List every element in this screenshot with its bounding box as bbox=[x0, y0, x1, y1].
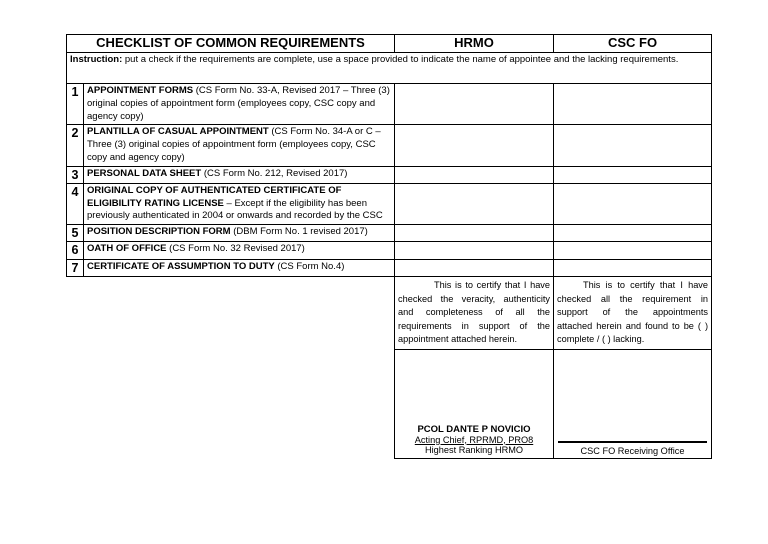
hrmo-check-cell[interactable] bbox=[395, 166, 554, 183]
requirement-text bbox=[84, 183, 395, 224]
requirement-detail: (DBM Form No. 1 revised 2017) bbox=[230, 226, 368, 238]
requirement-detail: (CS Form No. 212, Revised 2017) bbox=[201, 167, 348, 179]
cscfo-check-cell[interactable] bbox=[554, 183, 712, 224]
requirement-number: 4 bbox=[67, 183, 84, 224]
requirement-title: ORIGINAL COPY OF AUTHENTICATED CERTIFICATE OF ELIGIBILITY RATING LICENSE bbox=[87, 184, 342, 209]
requirement-number: 1 bbox=[67, 84, 84, 125]
cscfo-column-header: CSC FO bbox=[554, 35, 712, 53]
requirement-text bbox=[84, 125, 395, 166]
hrmo-check-cell[interactable] bbox=[395, 125, 554, 166]
cscfo-check-cell[interactable] bbox=[554, 225, 712, 242]
signatory-name: PCOL DANTE P NOVICIO bbox=[417, 423, 531, 435]
requirement-detail: (CS Form No. 32 Revised 2017) bbox=[166, 243, 305, 255]
instruction-label: Instruction: bbox=[70, 54, 123, 65]
requirement-text bbox=[84, 84, 395, 125]
requirement-row bbox=[67, 125, 712, 166]
certification-row bbox=[67, 277, 712, 350]
requirement-number: 2 bbox=[67, 125, 84, 166]
checklist-table bbox=[66, 34, 712, 459]
requirement-text bbox=[84, 166, 395, 183]
requirement-title: PERSONAL DATA SHEET bbox=[87, 167, 202, 179]
instruction-row bbox=[67, 53, 712, 84]
hrmo-column-header: HRMO bbox=[395, 35, 554, 53]
hrmo-check-cell[interactable] bbox=[395, 225, 554, 242]
requirement-title: APPOINTMENT FORMS bbox=[87, 85, 194, 96]
hrmo-check-cell[interactable] bbox=[395, 260, 554, 277]
cscfo-signature-block[interactable] bbox=[554, 349, 712, 458]
requirement-number: 3 bbox=[67, 166, 84, 183]
requirement-row bbox=[67, 225, 712, 242]
requirement-text bbox=[84, 260, 395, 277]
cscfo-check-cell[interactable] bbox=[554, 242, 712, 260]
requirement-row bbox=[67, 260, 712, 277]
cscfo-check-cell[interactable] bbox=[554, 166, 712, 183]
requirement-row bbox=[67, 242, 712, 260]
requirement-text bbox=[84, 242, 395, 260]
hrmo-signature-block[interactable] bbox=[395, 349, 554, 458]
requirement-number: 6 bbox=[67, 242, 84, 260]
cscfo-check-cell[interactable] bbox=[554, 125, 712, 166]
csc-receiving-office-label: CSC FO Receiving Office bbox=[558, 441, 707, 458]
requirement-row bbox=[67, 183, 712, 224]
signatory-title: Acting Chief, RPRMD, PRO8 bbox=[414, 434, 534, 445]
requirement-title: CERTIFICATE OF ASSUMPTION TO DUTY bbox=[87, 261, 275, 273]
header-row bbox=[67, 35, 712, 53]
hrmo-check-cell[interactable] bbox=[395, 242, 554, 260]
requirement-title: POSITION DESCRIPTION FORM bbox=[87, 226, 231, 238]
cscfo-check-cell[interactable] bbox=[554, 84, 712, 125]
checklist-sheet bbox=[66, 34, 711, 459]
cscfo-check-cell[interactable] bbox=[554, 260, 712, 277]
signature-row bbox=[67, 349, 712, 458]
hrmo-check-cell[interactable] bbox=[395, 84, 554, 125]
requirement-detail: (CS Form No. 33-A, Revised 2017 – Three (3) original copies of appointment form (employees copy, CSC copy and agency copy) bbox=[87, 85, 390, 122]
requirement-detail: – Except if the eligibility has been previously authenticated in 2004 or onwards and recorded by the CSC bbox=[87, 197, 383, 222]
requirement-row bbox=[67, 166, 712, 183]
checklist-title: CHECKLIST OF COMMON REQUIREMENTS bbox=[67, 35, 395, 53]
signatory-role: Highest Ranking HRMO bbox=[424, 444, 524, 455]
requirement-number: 7 bbox=[67, 260, 84, 277]
requirement-title: OATH OF OFFICE bbox=[87, 243, 167, 255]
requirement-row bbox=[67, 84, 712, 125]
requirement-detail: (CS Form No.4) bbox=[274, 261, 345, 273]
requirement-number: 5 bbox=[67, 225, 84, 242]
requirement-text bbox=[84, 225, 395, 242]
hrmo-check-cell[interactable] bbox=[395, 183, 554, 224]
requirement-title: PLANTILLA OF CASUAL APPOINTMENT bbox=[87, 126, 269, 138]
instruction-text bbox=[67, 53, 712, 84]
hrmo-certification: This is to certify that I have checked the veracity, authenticity and completeness of all the requirements in support of the appointment attached herein. bbox=[395, 277, 554, 350]
instruction-body: put a check if the requirements are complete, use a space provided to indicate the name of appointee and the lacking requirements. bbox=[122, 54, 679, 65]
cscfo-certification: This is to certify that I have checked all the requirement in support of the appointments attached herein and found to be ( ) complete / ( ) lacking. bbox=[554, 277, 712, 350]
requirement-detail: (CS Form No. 34-A or C – Three (3) original copies of appointment form (employees copy, CSC copy and agency copy) bbox=[87, 126, 381, 163]
